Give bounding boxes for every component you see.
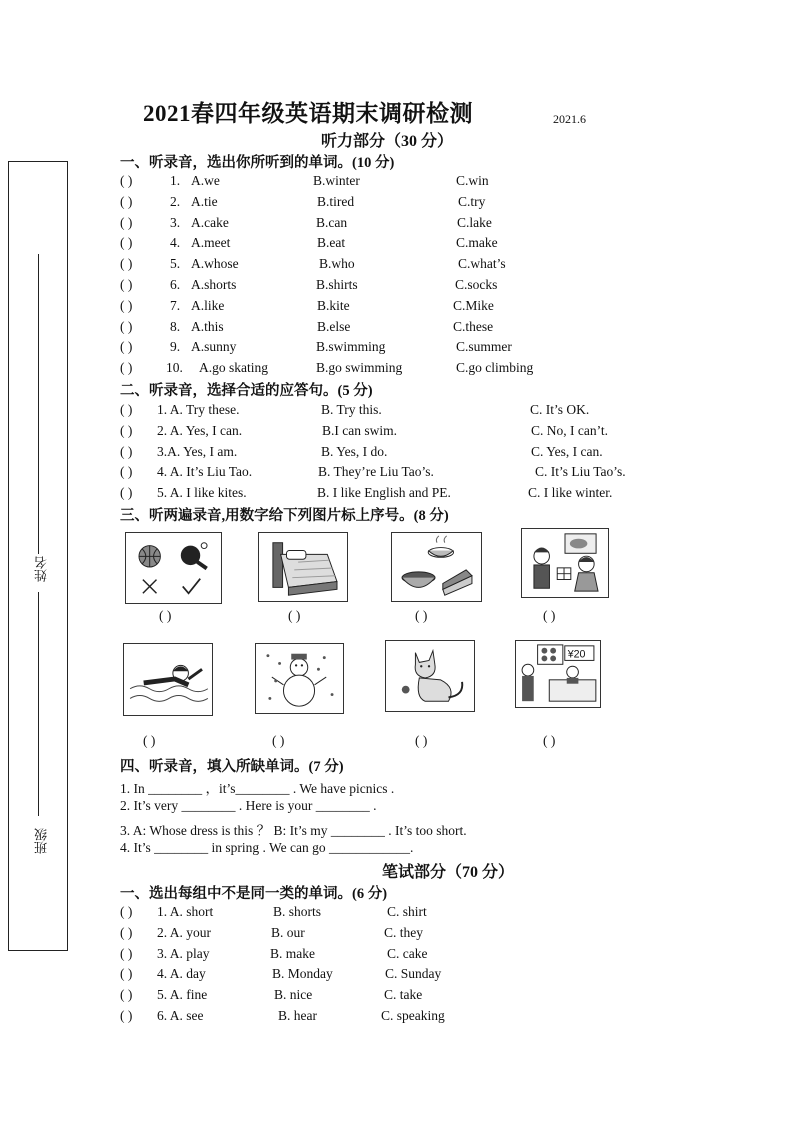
option-c[interactable]: C.socks [455,277,498,292]
picture-4-answer-blank[interactable]: ( ) [543,608,556,623]
answer-paren[interactable]: ( ) [120,402,133,417]
option-c[interactable]: C. It’s Liu Tao’s. [535,464,626,480]
option-b[interactable]: B. I like English and PE. [317,485,451,501]
answer-paren[interactable]: ( ) [120,464,133,480]
option-c[interactable]: C. Sunday [385,966,442,982]
name-line [38,254,39,554]
listening-section-1-heading: 一、听录音，选出你所听到的单词。(10 分) [120,155,395,171]
picture-6-answer-blank[interactable]: ( ) [272,733,285,748]
option-c[interactable]: C.lake [457,214,492,230]
option-c[interactable]: C. It’s OK. [530,402,590,417]
answer-paren[interactable]: ( ) [120,256,133,272]
picture-basketball-pingpong [125,532,222,604]
writing-part-title: 笔试部分（70 分） [382,864,515,881]
option-a[interactable]: A.tie [191,193,218,209]
answer-paren[interactable]: ( ) [120,1008,133,1023]
option-a[interactable]: A.meet [191,235,231,251]
question-number: 9. [170,339,181,355]
option-a[interactable]: A.like [191,297,225,313]
option-c[interactable]: C. Yes, I can. [531,443,603,459]
answer-paren[interactable]: ( ) [120,904,133,919]
option-b[interactable]: B. nice [274,987,313,1003]
answer-paren[interactable]: ( ) [120,422,133,438]
option-a[interactable]: 5. A. fine [157,987,208,1003]
picture-food-tea [391,532,482,602]
option-b[interactable]: B. Try this. [321,402,382,417]
question-number: 1. [170,173,181,188]
option-c[interactable]: C. I like winter. [528,485,613,501]
option-c[interactable]: C.win [456,173,489,188]
option-b[interactable]: B.eat [317,235,346,251]
option-a[interactable]: 1. A. Try these. [157,402,240,417]
option-a[interactable]: 6. A. see [157,1008,204,1023]
option-b[interactable]: B. our [271,924,305,940]
option-a[interactable]: 1. A. short [157,904,214,919]
option-a[interactable]: 5. A. I like kites. [157,485,247,501]
option-c[interactable]: C. shirt [387,904,427,919]
option-b[interactable]: B.can [316,214,348,230]
option-b[interactable]: B. hear [278,1008,317,1023]
option-a[interactable]: 3.A. Yes, I am. [157,443,238,459]
option-b[interactable]: B. shorts [273,904,322,919]
option-b[interactable]: B. Monday [272,966,333,982]
option-a[interactable]: A.whose [191,256,239,272]
picture-snowman [255,643,344,714]
option-c[interactable]: C. they [384,924,423,940]
option-c[interactable]: C. take [384,987,423,1003]
question-number: 10. [166,360,183,376]
option-c[interactable]: C. No, I can’t. [531,422,608,438]
option-b[interactable]: B. They’re Liu Tao’s. [318,464,434,480]
picture-7-answer-blank[interactable]: ( ) [415,733,428,748]
option-c[interactable]: C.try [458,193,486,209]
option-b[interactable]: B.else [317,318,351,334]
option-b[interactable]: B.shirts [316,277,358,292]
fill-blank-line-4[interactable]: 4. It’s ________ in spring . We can go ____________. [120,840,414,855]
class-label: 班级 [34,828,49,854]
answer-paren[interactable]: ( ) [120,297,133,313]
fill-blank-line-3[interactable]: 3. A: Whose dress is this ？ B: It’s my ________ . It’s too short. [120,823,467,838]
option-b[interactable]: B.I can swim. [322,422,397,438]
picture-5-answer-blank[interactable]: ( ) [143,733,156,748]
question-number: 8. [170,318,181,334]
answer-paren[interactable]: ( ) [120,987,133,1003]
picture-bed [258,532,348,602]
picture-gift-giving [521,528,609,598]
option-a[interactable]: 2. A. Yes, I can. [157,422,243,438]
option-b[interactable]: B.winter [313,173,360,188]
picture-8-answer-blank[interactable]: ( ) [543,733,556,748]
option-c[interactable]: C.what’s [458,256,506,272]
picture-3-answer-blank[interactable]: ( ) [415,608,428,623]
option-a[interactable]: 4. A. It’s Liu Tao. [157,464,253,480]
option-b[interactable]: B. Yes, I do. [321,443,388,459]
answer-paren[interactable]: ( ) [120,318,133,334]
question-number: 4. [170,235,181,251]
option-b[interactable]: B.tired [317,193,355,209]
option-a[interactable]: A.this [191,318,224,334]
option-b[interactable]: B.go swimming [316,360,403,376]
answer-paren[interactable]: ( ) [120,443,133,459]
option-a[interactable]: A.cake [191,214,229,230]
writing-section-1-heading: 一、选出每组中不是同一类的单词。(6 分) [120,886,388,902]
picture-swimming [123,643,213,716]
option-c[interactable]: C. speaking [381,1008,445,1023]
answer-paren[interactable]: ( ) [120,924,133,940]
answer-paren[interactable]: ( ) [120,485,133,501]
picture-1-answer-blank[interactable]: ( ) [159,608,172,623]
exam-title: 2021春四年级英语期末调研检测 [143,101,473,126]
option-b[interactable]: B.kite [317,297,350,313]
option-c[interactable]: C. cake [387,945,428,961]
listening-section-3-heading: 三、听两遍录音,用数字给下列图片标上序号。(8 分) [120,508,449,524]
option-b[interactable]: B.swimming [316,339,386,355]
exam-date: 2021.6 [553,112,586,126]
option-a[interactable]: 3. A. play [157,945,210,961]
answer-paren[interactable]: ( ) [120,945,133,961]
option-a[interactable]: A.go skating [199,360,268,376]
option-c[interactable]: C.these [453,318,494,334]
listening-part-title: 听力部分（30 分） [321,133,454,150]
question-number: 7. [170,297,181,313]
price-tag-text: ¥20 [567,648,586,661]
fill-blank-line-1[interactable]: 1. In ________ ，it’s________ . We have picnics . [120,781,395,796]
answer-paren[interactable]: ( ) [120,277,133,292]
question-number: 6. [170,277,181,292]
option-c[interactable]: C.summer [456,339,512,355]
answer-paren[interactable]: ( ) [120,193,133,209]
option-c[interactable]: C.Mike [453,297,494,313]
picture-shop [515,640,601,708]
fill-blank-line-2[interactable]: 2. It’s very ________ . Here is your ________ . [120,798,377,813]
option-a[interactable]: 4. A. day [157,966,206,982]
picture-2-answer-blank[interactable]: ( ) [288,608,301,623]
question-number: 2. [170,193,181,209]
question-number: 3. [170,214,181,230]
answer-paren[interactable]: ( ) [120,339,133,355]
listening-section-2-heading: 二、听录音，选择合适的应答句。(5 分) [120,383,373,399]
option-a[interactable]: A.we [191,173,220,188]
question-number: 5. [170,256,181,272]
listening-section-4-heading: 四、听录音，填入所缺单词。(7 分) [120,759,344,775]
answer-paren[interactable]: ( ) [120,214,133,230]
option-a[interactable]: A.shorts [191,277,237,292]
option-a[interactable]: A.sunny [191,339,237,355]
option-b[interactable]: B.who [319,256,355,272]
option-a[interactable]: 2. A. your [157,924,211,940]
picture-cat [385,640,475,712]
option-c[interactable]: C.make [456,235,498,251]
answer-paren[interactable]: ( ) [120,235,133,251]
option-c[interactable]: C.go climbing [456,360,534,376]
option-b[interactable]: B. make [270,945,315,961]
answer-paren[interactable]: ( ) [120,966,133,982]
answer-paren[interactable]: ( ) [120,360,133,376]
answer-paren[interactable]: ( ) [120,173,133,188]
class-line-top [38,592,39,816]
name-label: 姓名 [34,556,49,582]
